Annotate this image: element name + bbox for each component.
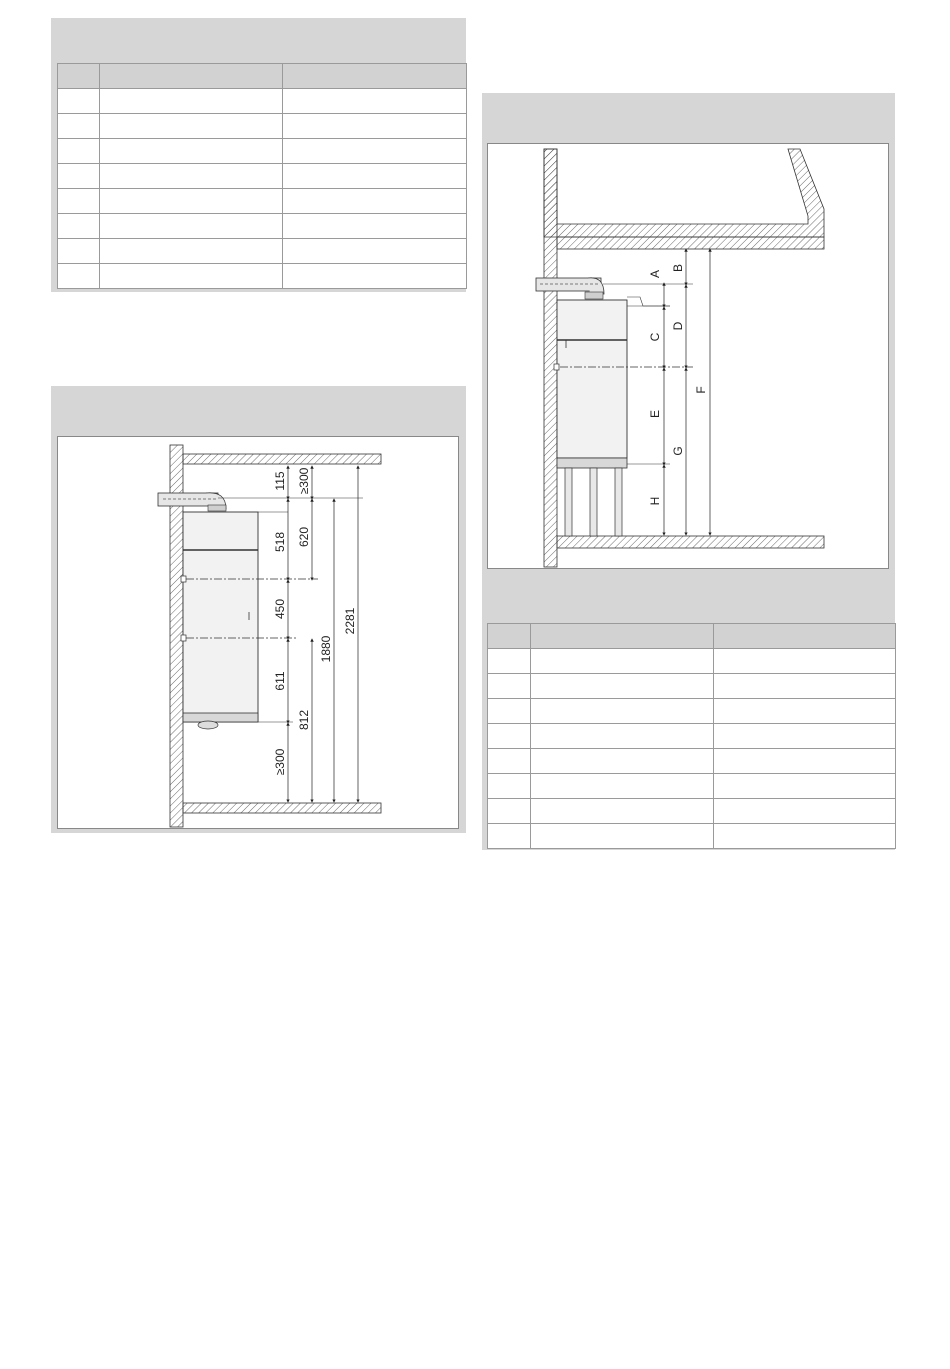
table-cell <box>100 89 283 114</box>
floor <box>183 803 381 813</box>
dim-label-g: G <box>671 446 685 456</box>
table-row <box>58 139 467 164</box>
table-cell <box>58 114 100 139</box>
table-row <box>488 774 896 799</box>
table-cell <box>100 114 283 139</box>
installation-drawing-svg <box>58 437 458 828</box>
table-cell <box>488 799 531 824</box>
dim-label-a: A <box>648 269 662 279</box>
table-row <box>488 749 896 774</box>
dim-1880: 1880 <box>319 635 333 663</box>
ceiling <box>183 454 381 464</box>
table-row <box>488 649 896 674</box>
table-cell <box>531 724 714 749</box>
table-cell <box>283 89 467 114</box>
water-heater-tank <box>554 300 627 468</box>
table-cell <box>100 214 283 239</box>
table-cell <box>531 774 714 799</box>
table-cell <box>100 164 283 189</box>
table-cell <box>714 749 896 774</box>
installation-drawing-mm <box>57 436 459 829</box>
table-row <box>58 214 467 239</box>
table-panel-1 <box>51 18 466 292</box>
floor <box>557 536 824 548</box>
table-cell <box>714 649 896 674</box>
table-cell <box>283 139 467 164</box>
dim-611: 611 <box>273 671 287 691</box>
installation-drawing-svg-2 <box>488 144 888 568</box>
dim-115: 115 <box>273 471 287 491</box>
dim-ceiling-clearance: ≥300 <box>297 467 311 495</box>
table-header-row <box>58 64 467 89</box>
data-table-2 <box>487 623 896 849</box>
table-cell <box>100 239 283 264</box>
table-row <box>488 724 896 749</box>
upper-structure <box>544 149 824 237</box>
table-cell <box>488 749 531 774</box>
table-cell <box>531 674 714 699</box>
table-cell <box>58 164 100 189</box>
table-cell <box>100 139 283 164</box>
dim-label-e: E <box>648 409 662 419</box>
air-duct <box>158 493 226 511</box>
table-cell <box>58 264 100 289</box>
dim-label-b: B <box>671 263 685 273</box>
table-header-row <box>488 624 896 649</box>
table-cell <box>488 649 531 674</box>
dim-floor-clearance: ≥300 <box>273 748 287 776</box>
table-cell <box>283 164 467 189</box>
drawing-panel-2 <box>482 93 895 850</box>
table-cell <box>488 824 531 849</box>
table-cell <box>714 699 896 724</box>
table-cell <box>58 239 100 264</box>
table-row <box>58 239 467 264</box>
table-cell <box>58 189 100 214</box>
table-cell <box>58 89 100 114</box>
table-cell <box>714 724 896 749</box>
table-cell <box>283 114 467 139</box>
dim-812: 812 <box>297 709 311 731</box>
dim-2281: 2281 <box>343 607 357 635</box>
table-row <box>488 674 896 699</box>
table-row <box>488 799 896 824</box>
table-cell <box>283 189 467 214</box>
dim-label-c: C <box>648 332 662 342</box>
water-heater-tank <box>181 512 258 729</box>
table-cell <box>58 139 100 164</box>
table-row <box>58 189 467 214</box>
table-cell <box>714 674 896 699</box>
dim-450: 450 <box>273 598 287 620</box>
table-row <box>58 89 467 114</box>
table-row <box>488 824 896 849</box>
table-cell <box>714 774 896 799</box>
table-row <box>58 114 467 139</box>
table-cell <box>531 824 714 849</box>
dim-label-f: F <box>694 386 708 394</box>
table-cell <box>488 724 531 749</box>
pipe-legs <box>565 468 622 536</box>
dim-label-d: D <box>671 321 685 331</box>
table-cell <box>283 264 467 289</box>
table-cell <box>100 264 283 289</box>
table-cell <box>714 799 896 824</box>
table-row <box>58 164 467 189</box>
drawing-panel-1 <box>51 386 466 833</box>
table-cell <box>283 239 467 264</box>
table-cell <box>531 699 714 724</box>
ceiling <box>557 237 824 249</box>
table-cell <box>283 214 467 239</box>
table-cell <box>531 649 714 674</box>
dim-518: 518 <box>273 531 287 553</box>
table-row <box>58 264 467 289</box>
installation-drawing-letters <box>487 143 889 569</box>
table-cell <box>531 799 714 824</box>
table-cell <box>714 824 896 849</box>
dim-620: 620 <box>297 526 311 548</box>
table-row <box>488 699 896 724</box>
table-cell <box>58 214 100 239</box>
table-cell <box>488 674 531 699</box>
data-table-1 <box>57 63 467 289</box>
table-cell <box>531 749 714 774</box>
table-cell <box>488 774 531 799</box>
table-cell <box>488 699 531 724</box>
table-cell <box>100 189 283 214</box>
dim-label-h: H <box>648 496 662 506</box>
